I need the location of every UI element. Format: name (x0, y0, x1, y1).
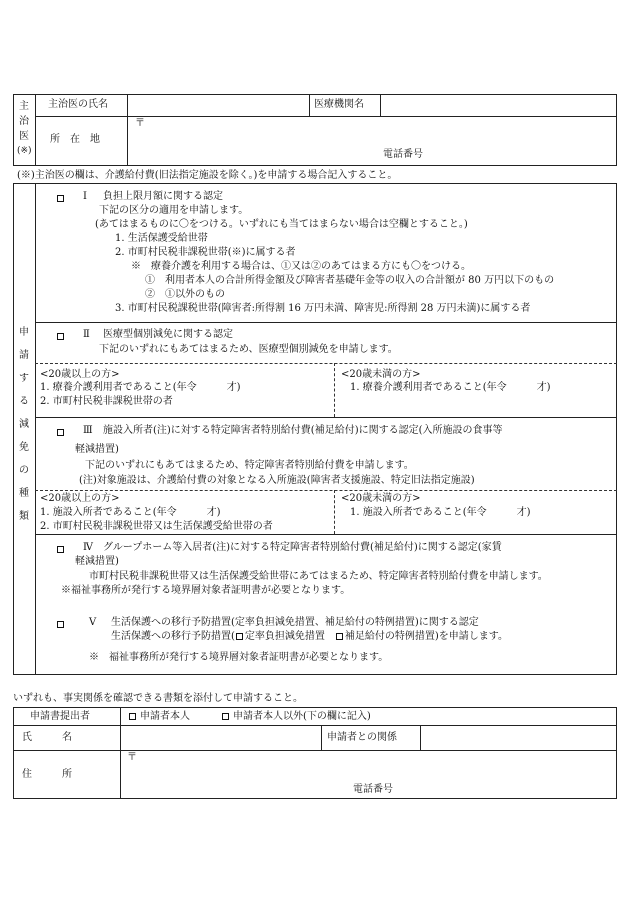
section2-left-item-2: 2. 市町村民税非課税世帯の者 (40, 396, 173, 407)
section1-item-note: ※ 療養介護を利用する場合は、①又は②のあてはまる方にも〇をつける。 (131, 261, 471, 272)
section4-numeral: Ⅳ (83, 542, 93, 553)
section2-right-header: <20歳未満の方> (341, 369, 421, 380)
section2-desc: 下記のいずれにもあてはまるため、医療型個別減免を申請します。 (99, 344, 398, 355)
doctor-address-field[interactable] (129, 118, 615, 164)
submitter-postal-mark: 〒 (127, 752, 137, 763)
opt-self[interactable]: 申請者本人 (129, 710, 190, 723)
section1-note: (あてはまるものに〇をつける。いずれにも当てはまらない場合は空欄とすること。) (95, 219, 468, 230)
section3-right-item-1: 1. 施設入所者であること(年令 才) (350, 507, 531, 518)
section4-desc: 市町村民税非課税世帯又は生活保護受給世帯にあてはまるため、特定障害者特別給付費を申請します。 (89, 571, 548, 582)
section5-note: ※ 福祉事務所が発行する境界層対象者証明書が必要となります。 (89, 652, 389, 663)
section4-title: グループホーム等入居者(注)に対する特定障害者特別給付費(補足給付)に関する認定(家賃 (103, 542, 502, 553)
section3-title: 施設入所者(注)に対する特定障害者特別給付費(補足給付)に関する認定(入所施設の食事等 (103, 425, 503, 436)
section3-title-cont: 軽減措置) (75, 444, 119, 455)
relation-field[interactable] (422, 727, 615, 748)
section1-title: 負担上限月額に関する認定 (103, 191, 223, 202)
relation-label: 申請者との関係 (327, 732, 397, 743)
institution-label: 医療機関名 (314, 99, 364, 110)
section1-item-3: 3. 市町村民税課税世帯(障害者:所得割 16 万円未満、障害児:所得割 28 万円未満)に属する者 (115, 303, 531, 314)
reduction-side-label: 申 請 す る 減 免 の 種 類 (19, 327, 29, 522)
opt-other-checkbox[interactable] (222, 713, 229, 720)
section5-title: 生活保護への移行予防措置(定率負担減免措置、補足給付の特例措置)に関する認定 (111, 617, 479, 628)
section3-checkbox[interactable] (57, 427, 68, 438)
section1-checkbox[interactable] (57, 193, 68, 204)
section2-right-item-1: 1. 療養介護利用者であること(年令 才) (350, 382, 551, 393)
doctor-phone-label: 電話番号 (383, 149, 423, 160)
section1-numeral: Ⅰ (83, 191, 87, 202)
submitter-name-field[interactable] (122, 727, 319, 748)
doctor-address-label: 所 在 地 (50, 134, 100, 145)
section1-item-2b: ② ①以外のもの (145, 289, 225, 300)
section3-right-header: <20歳未満の方> (341, 493, 421, 504)
section5-numeral: Ⅴ (89, 617, 97, 628)
section1-item-2a: ① 利用者本人の合計所得金額及び障害者基礎年金等の収入の合計額が 80 万円以下のもの (145, 275, 555, 286)
section5-desc: 生活保護への移行予防措置( 定率負担減免措置 補足給付の特例措置)を申請します。 (111, 631, 509, 642)
section2-numeral: Ⅱ (83, 329, 90, 340)
footer-instruction: いずれも、事実関係を確認できる書類を添付して申請すること。 (13, 693, 303, 704)
submitter-label: 申請書提出者 (30, 711, 90, 722)
section1-item-1: 1. 生活保護受給世帯 (115, 233, 208, 244)
section2-left-header: <20歳以上の方> (40, 369, 120, 380)
doctor-side-label: 主 治 医 (※) (17, 101, 32, 156)
section5-opt2-checkbox[interactable] (336, 633, 343, 640)
submitter-name-label: 氏 名 (22, 732, 72, 743)
postal-mark: 〒 (135, 118, 145, 129)
opt-self-checkbox[interactable] (129, 713, 136, 720)
section3-left-header: <20歳以上の方> (40, 493, 120, 504)
opt-other[interactable]: 申請者本人以外(下の欄に記入) (222, 710, 371, 723)
section4-checkbox[interactable] (57, 544, 68, 555)
doctor-name-field[interactable] (129, 96, 307, 114)
submitter-phone-label: 電話番号 (353, 784, 393, 795)
section3-note: (注)対象施設は、介護給付費の対象となる入所施設(障害者支援施設、特定旧法指定施設) (79, 475, 475, 486)
doctor-name-label: 主治医の氏名 (48, 99, 108, 110)
section1-desc: 下記の区分の適用を申請します。 (99, 205, 249, 216)
section5-opt1-checkbox[interactable] (236, 633, 243, 640)
section4-title-cont: 軽減措置) (75, 556, 119, 567)
section2-title: 医療型個別減免に関する認定 (103, 329, 233, 340)
institution-field[interactable] (382, 96, 614, 114)
section3-numeral: Ⅲ (83, 425, 93, 436)
section3-left-item-2: 2. 市町村民税非課税世帯又は生活保護受給世帯の者 (40, 521, 273, 532)
section2-checkbox[interactable] (57, 331, 68, 342)
section3-left-item-1: 1. 施設入所者であること(年令 才) (40, 507, 221, 518)
section1-item-2: 2. 市町村民税非課税世帯(※)に属する者 (115, 247, 296, 258)
section5-checkbox[interactable] (57, 619, 68, 630)
section2-left-item-1: 1. 療養介護利用者であること(年令 才) (40, 382, 241, 393)
section3-desc: 下記のいずれにもあてはまるため、特定障害者特別給付費を申請します。 (85, 460, 414, 471)
submitter-address-label: 住 所 (22, 769, 72, 780)
doctor-note: (※)主治医の欄は、介護給付費(旧法指定施設を除く。)を申請する場合記入すること。 (17, 170, 398, 181)
section4-note: ※福祉事務所が発行する境界層対象者証明書が必要となります。 (61, 585, 351, 596)
